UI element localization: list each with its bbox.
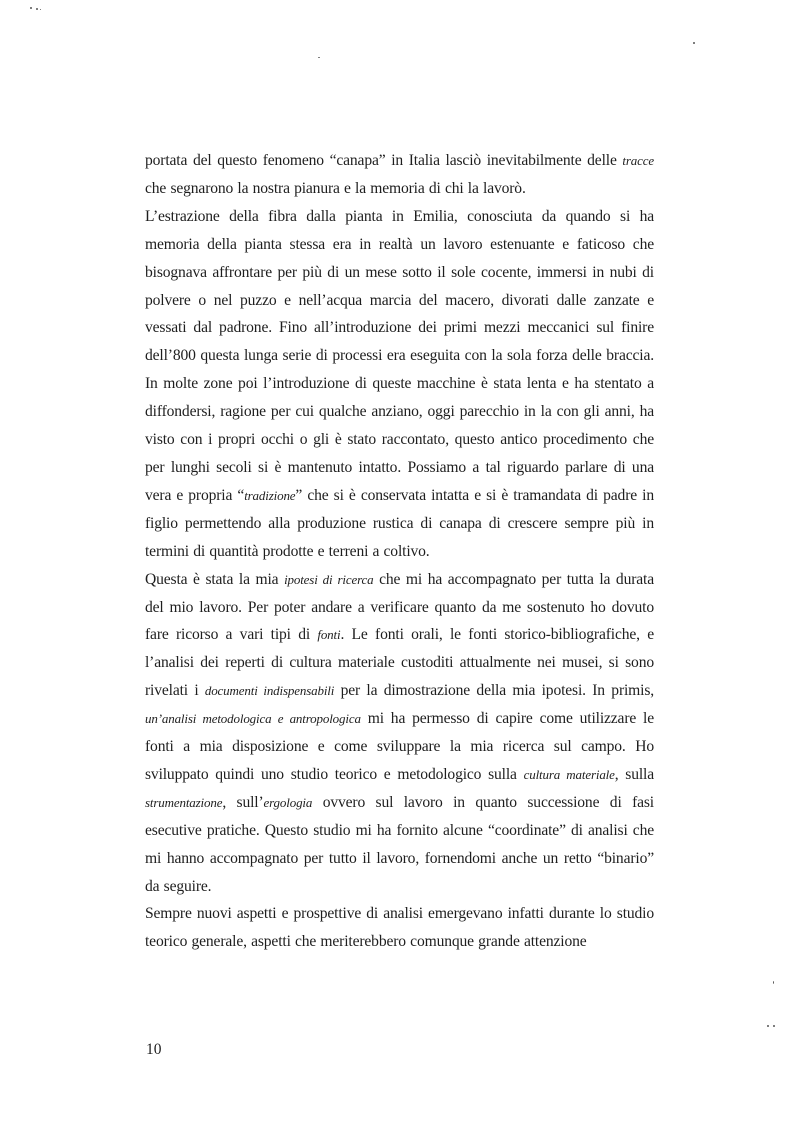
italic-term: documenti indispensabili — [204, 683, 335, 699]
italic-term: cultura materiale — [523, 766, 615, 782]
scan-speck — [693, 42, 695, 44]
italic-term: ipotesi di ricerca — [284, 571, 374, 587]
text-run: , sulla — [614, 765, 654, 783]
italic-term: ergologia — [263, 794, 313, 810]
scan-speck — [318, 57, 320, 58]
text-run: mi ha permesso di capire come utilizzare le fonti a mia disposizione e come sviluppare la mia ricerca sul campo. Ho sviluppato quindi uno studio teorico e metodologico sulla — [145, 710, 655, 783]
scan-speck — [767, 1025, 769, 1027]
scan-speck — [40, 9, 41, 10]
page-number: 10 — [146, 1041, 162, 1058]
italic-term: un’analisi metodologica e antropologica — [145, 711, 361, 727]
text-run: portata del questo fenomeno “canapa” in Italia lasciò inevitabilmente delle — [145, 152, 623, 169]
italic-term: tracce — [622, 153, 654, 168]
text-run: . Le fonti orali, le fonti storico-bibliografiche, e l’analisi dei reperti di cultura materiale custoditi attualmente nei musei, si sono rivelati i — [145, 626, 654, 700]
text-run: che segnarono la nostra pianura e la memoria di chi la lavorò. — [145, 179, 526, 197]
scan-speck — [30, 7, 32, 9]
body-text — [145, 147, 654, 956]
italic-term: fonti — [317, 627, 341, 643]
text-run: Sempre nuovi aspetti e prospettive di analisi emergevano infatti durante lo studio teorico generale, aspetti che meriterebbero comunque grande attenzione — [145, 905, 654, 951]
paragraph — [145, 566, 654, 901]
scan-speck — [773, 981, 774, 984]
italic-term: tradizione — [244, 487, 296, 503]
text-run: , sull’ — [222, 793, 264, 811]
italic-term: strumentazione — [145, 794, 223, 810]
text-run: Questa è stata la mia — [145, 570, 285, 588]
paragraph — [145, 900, 654, 956]
paragraph — [145, 147, 654, 203]
paragraph — [145, 203, 654, 566]
scan-speck — [773, 1025, 775, 1027]
text-run: ovvero sul lavoro in quanto successione di fasi esecutive pratiche. Questo studio mi ha fornito alcune “coordinate” di analisi che mi hanno accompagnato per tutto il lavoro, fornendomi anche un retto “binario” da seguire. — [145, 793, 654, 895]
scan-speck — [36, 8, 38, 10]
text-run: L’estrazione della fibra dalla pianta in Emilia, conosciuta da quando si ha memoria della pianta stessa era in realtà un lavoro estenuante e faticoso che bisognava affrontare per più di un mese sotto il sole cocente, immersi in nubi di polvere o nel puzzo e nell’acqua marcia del macero, divorati dalle zanzate e vessati dal padrone. Fino all’introduzione dei primi mezzi meccanici sul finire dell’800 questa lunga serie di processi era eseguita con la sola forza delle braccia. In molte zone poi l’introduzione di queste macchine è stata lenta e ha stentato a diffondersi, ragione per cui qualche anziano, oggi parecchio in la con gli anni, ha visto con i propri occhi o gli è stato raccontato, questo antico procedimento che per lunghi secoli si è mantenuto intatto. Possiamo a tal riguardo parlare di una vera e propria “ — [145, 207, 654, 504]
text-run: ” che si è conservata intatta e si è tramandata di padre in figlio permettendo alla produzione rustica di canapa di crescere sempre più in termini di quantità prodotte e terreni a coltivo. — [145, 486, 654, 560]
text-run: per la dimostrazione della mia ipotesi. In primis, — [334, 682, 654, 700]
text-run: che mi ha accompagnato per tutta la durata del mio lavoro. Per poter andare a verificare quanto da me sostenuto ho dovuto fare ricorso a vari tipi di — [145, 570, 654, 644]
